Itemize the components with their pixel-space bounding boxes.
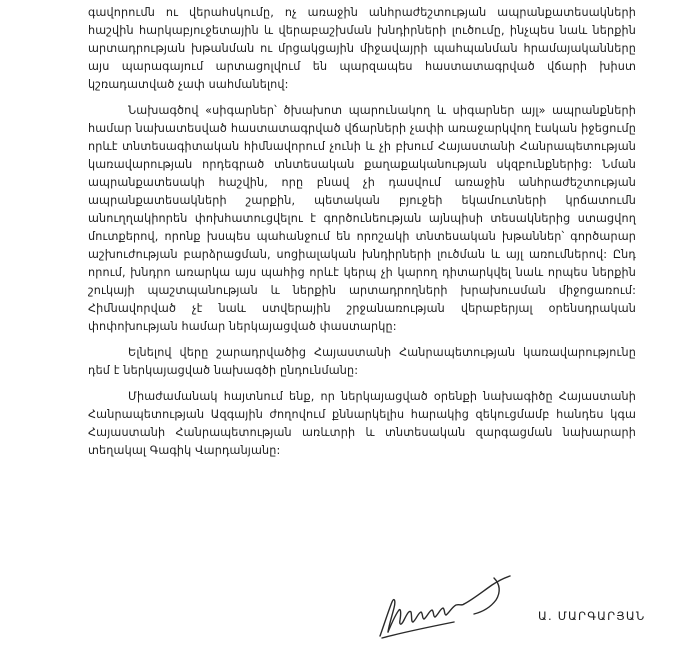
handwritten-signature [374,570,524,645]
letter-body [88,4,636,468]
paragraph-continuation: գավորումն ու վերահսկումը, ոչ առաջին անհրաժեշտության ապրանքատեսակների հաշվին հարկաբյուջետային և վերաբաշխման խնդիրների լուծումը, ինչպես նաև ներքին արտադրության խթանման ու մրցակցային միջավայրի պահպանման հրամայականները այս պարագայում արտացոլվում են պարզապես հաստատագրված վճարի խիստ կշռադատված չափ սահմանելով: [88,6,636,91]
signer-name: Ա. ՄԱՐԳԱՐՅԱՆ [538,609,646,623]
paragraph-cigar-fees: Նախագծով «սիգարներ՝ ծխախոտ պարունակող և սիգարներ այլ» ապրանքների համար նախատեսված հաստատագրված վճարների չափի առաջարկվող էական իջեցումը որևէ տնտեսագիտական հիմնավորում չունի և չի բխում Հայաստանի Հանրապետության կառավարության որդեգրած տնտեսական քաղաքականության սկզբունքներից: Նման ապրանքատեսակի հաշվին, որը բնավ չի դասվում առաջին անհրաժեշտության ապրանքատեսակների շարքին, պետական բյուջեի եկամուտների կրճատումն անուղղակիորեն փոխհատուցվելու է գործունեության այնպիսի տեսակներից ստացվող մուտքերով, որոնք խսպես պահանջում են որոշակի տնտեսական խթաններ՝ գործարար աշխուժության բարձրացման, սոցիալական խնդիրների լուծման և այլ առումներով: Ընդ որում, խնդրո առարկա այս պահից որևէ կերպ չի կարող դիտարկվել նաև որպես ներքին շուկայի պաշտպանության և ներքին արտադրողների խրախուսման միջոցառում: Հիմնավորված չէ նաև ստվերային շրջանառության վերաբերյալ օրենսդրական փոփոխության համար ներկայացված փաստարկը: [88,104,636,333]
paragraph-co-rapporteur: Միաժամանակ հայտնում ենք, որ ներկայացված օրենքի նախագիծը Հայաստանի Հանրապետության Ազգային ժողովում քննարկելիս հարակից զեկուցմամբ հանդես կգա Հայաստանի Հանրապետության առևտրի և տնտեսական զարգացման նախարարի տեղակալ Գագիկ Վարդանյանը: [88,390,636,457]
paragraph-government-position: Ելնելով վերը շարադրվածից Հայաստանի Հանրապետության կառավարությունը դեմ է ներկայացված նախագծի ընդունմանը: [88,346,636,377]
